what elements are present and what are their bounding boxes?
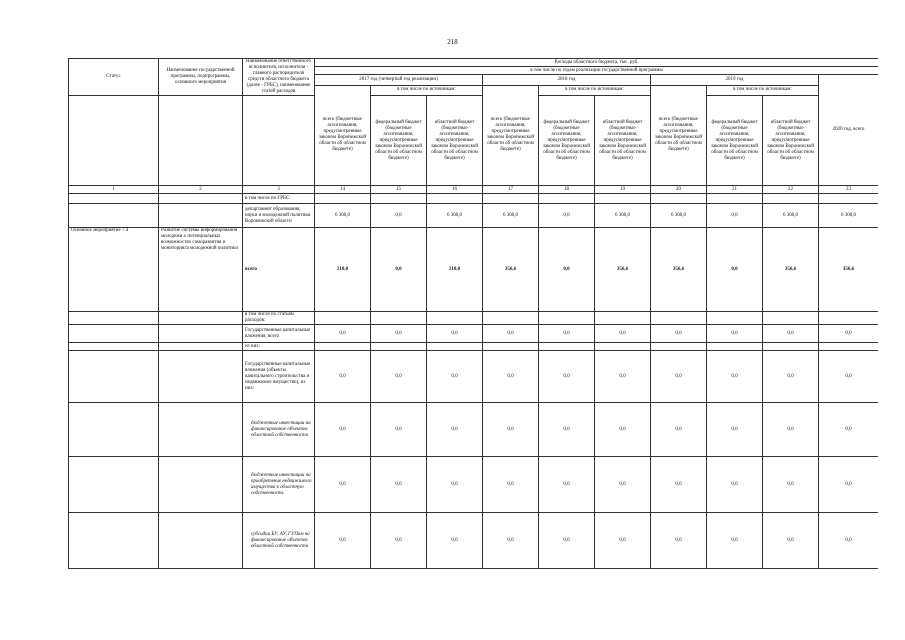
header-executor-cont (243, 96, 315, 186)
budget-table-frame (68, 58, 878, 588)
value-cell (819, 343, 879, 351)
program-name-cell (159, 457, 243, 513)
value-cell (651, 194, 707, 204)
value-cell: 0,0 (315, 513, 371, 569)
value-cell: 0,0 (371, 513, 427, 569)
header-total-2019: всего (бюджетные ассигнования, предусмотренные законом Воронежской области об областном бюджете) (651, 85, 707, 186)
value-cell: 0,0 (595, 403, 651, 457)
value-cell: 0,0 (651, 351, 707, 403)
column-number: 15 (371, 186, 427, 194)
expense-item-cell: в том числе по статьям расходов: (243, 312, 315, 325)
value-cell (427, 343, 483, 351)
status-cell (69, 513, 159, 569)
expense-item-cell: бюджетные инвестиции на приобретение недвижимого имущества в областную собственность (243, 457, 315, 513)
header-by-years: в том числе по годам реализации государственной программы (315, 67, 879, 75)
value-cell: 0,0 (763, 513, 819, 569)
value-cell: 356,6 (819, 228, 879, 312)
value-cell: 6 300,0 (819, 204, 879, 228)
value-cell: 0,0 (427, 403, 483, 457)
column-numbers-row (69, 186, 879, 194)
value-cell: 0,0 (763, 351, 819, 403)
value-cell: 6 300,0 (763, 204, 819, 228)
header-year-2019: 2019 год (651, 75, 819, 86)
value-cell: 0,0 (819, 351, 879, 403)
value-cell: 0,0 (707, 403, 763, 457)
value-cell: 0,0 (651, 403, 707, 457)
value-cell (315, 194, 371, 204)
value-cell: 0,0 (483, 457, 539, 513)
column-number: 19 (595, 186, 651, 194)
value-cell: 0,0 (595, 325, 651, 343)
status-cell (69, 403, 159, 457)
expense-item-cell: бюджетные инвестиции на финансирование объектов областной собственности (243, 403, 315, 457)
expense-item-cell: всего (243, 228, 315, 312)
value-cell: 0,0 (595, 513, 651, 569)
value-cell: 356,6 (483, 228, 539, 312)
header-executor: Наименование ответственного исполнителя, исполнителя - главного распорядителя средств областного бюджета (далее - ГРБС), наименование статей расходов (243, 59, 315, 96)
value-cell: 6 300,0 (483, 204, 539, 228)
value-cell (539, 312, 595, 325)
value-cell: 0,0 (651, 325, 707, 343)
expense-item-cell: департамент образования, науки и молодежной политики Воронежской области (243, 204, 315, 228)
value-cell: 356,6 (763, 228, 819, 312)
header-regional-2017: областной бюджет (бюджетные ассигнования, предусмотренные законом Воронежской области об областном бюджете) (427, 96, 483, 186)
value-cell: 0,0 (427, 351, 483, 403)
column-number: 3 (243, 186, 315, 194)
value-cell: 0,0 (371, 403, 427, 457)
column-number: 21 (707, 186, 763, 194)
value-cell: 0,0 (707, 351, 763, 403)
value-cell (707, 312, 763, 325)
table-row (69, 325, 879, 343)
program-name-cell (159, 403, 243, 457)
value-cell: 0,0 (819, 325, 879, 343)
value-cell: 0,0 (539, 457, 595, 513)
status-cell (69, 457, 159, 513)
status-cell (69, 325, 159, 343)
header-sources-2017: в том числе по источникам: (371, 85, 483, 96)
value-cell (427, 194, 483, 204)
value-cell: 0,0 (539, 351, 595, 403)
table-row (69, 204, 879, 228)
value-cell: 0,0 (707, 228, 763, 312)
expense-item-cell: из них: (243, 343, 315, 351)
value-cell: 0,0 (483, 325, 539, 343)
program-name-cell (159, 312, 243, 325)
value-cell (763, 343, 819, 351)
column-number: 22 (763, 186, 819, 194)
table-row (69, 351, 879, 403)
page-number: 218 (447, 38, 458, 46)
header-regional-2018: областной бюджет (бюджетные ассигнования, предусмотренные законом Воронежской области об областном бюджете) (595, 96, 651, 186)
header-year-2017: 2017 год (четвертый год реализации) (315, 75, 483, 86)
status-cell: Основное мероприятие 7.4 (69, 228, 159, 312)
value-cell (651, 343, 707, 351)
value-cell (483, 343, 539, 351)
value-cell: 0,0 (819, 513, 879, 569)
value-cell: 0,0 (539, 228, 595, 312)
budget-table (68, 58, 878, 569)
value-cell (763, 312, 819, 325)
value-cell (483, 194, 539, 204)
value-cell: 0,0 (371, 457, 427, 513)
header-program-name: Наименование государственной программы, подпрограммы, основного мероприятия (159, 59, 243, 96)
value-cell: 0,0 (651, 513, 707, 569)
value-cell (595, 343, 651, 351)
value-cell: 210,0 (427, 228, 483, 312)
value-cell: 0,0 (595, 351, 651, 403)
value-cell: 0,0 (707, 204, 763, 228)
value-cell: 0,0 (763, 457, 819, 513)
value-cell: 0,0 (707, 513, 763, 569)
value-cell (315, 312, 371, 325)
header-federal-2018: федеральный бюджет (бюджетные ассигнования, предусмотренные законом Воронежской области об областном бюджете) (539, 96, 595, 186)
value-cell: 0,0 (371, 351, 427, 403)
header-total-2017: всего (бюджетные ассигнования, предусмотренные законом Воронежской области об областном бюджете) (315, 85, 371, 186)
program-name-cell (159, 194, 243, 204)
table-row (69, 343, 879, 351)
header-year-2018: 2018 год (483, 75, 651, 86)
table-row (69, 194, 879, 204)
value-cell: 356,6 (595, 228, 651, 312)
value-cell (763, 194, 819, 204)
value-cell (651, 312, 707, 325)
expense-item-cell: в том числе по ГРБС: (243, 194, 315, 204)
header-federal-2017: федеральный бюджет (бюджетные ассигнования, предусмотренные законом Воронежской области об областном бюджете) (371, 96, 427, 186)
value-cell (707, 194, 763, 204)
column-number: 1 (69, 186, 159, 194)
value-cell: 0,0 (315, 457, 371, 513)
status-cell (69, 312, 159, 325)
value-cell (371, 343, 427, 351)
value-cell: 0,0 (539, 325, 595, 343)
value-cell: 0,0 (315, 403, 371, 457)
value-cell: 6 300,0 (315, 204, 371, 228)
column-number: 17 (483, 186, 539, 194)
value-cell: 0,0 (427, 513, 483, 569)
header-total-2018: всего (бюджетные ассигнования, предусмотренные законом Воронежской области об областном бюджете) (483, 85, 539, 186)
table-row (69, 312, 879, 325)
value-cell: 0,0 (539, 403, 595, 457)
value-cell (483, 312, 539, 325)
column-number: 23 (819, 186, 879, 194)
value-cell: 0,0 (819, 403, 879, 457)
value-cell (819, 194, 879, 204)
table-row (69, 513, 879, 569)
program-name-cell (159, 513, 243, 569)
table-row (69, 457, 879, 513)
program-name-cell (159, 343, 243, 351)
value-cell: 0,0 (707, 457, 763, 513)
value-cell: 356,6 (651, 228, 707, 312)
program-name-cell (159, 351, 243, 403)
header-status: Статус (69, 59, 159, 96)
value-cell (315, 343, 371, 351)
column-number: 16 (427, 186, 483, 194)
value-cell (595, 312, 651, 325)
value-cell: 0,0 (651, 457, 707, 513)
header-name-cont (159, 96, 243, 186)
program-name-cell (159, 204, 243, 228)
value-cell (819, 312, 879, 325)
value-cell: 210,0 (315, 228, 371, 312)
value-cell: 6 300,0 (595, 204, 651, 228)
value-cell (371, 194, 427, 204)
value-cell: 0,0 (483, 351, 539, 403)
header-sources-2019: в том числе по источникам: (707, 85, 819, 96)
program-name-cell (159, 325, 243, 343)
expense-item-cell: Государственные капитальные вложения (объекты капитального строительства и недвижимое имущество), из них: (243, 351, 315, 403)
value-cell (539, 194, 595, 204)
expense-item-cell: Государственные капитальные вложения, всего (243, 325, 315, 343)
value-cell: 0,0 (315, 325, 371, 343)
value-cell: 0,0 (483, 513, 539, 569)
value-cell: 0,0 (371, 325, 427, 343)
column-number: 2 (159, 186, 243, 194)
value-cell: 0,0 (595, 457, 651, 513)
table-row (69, 403, 879, 457)
status-cell (69, 343, 159, 351)
table-row (69, 228, 879, 312)
header-status-cont (69, 96, 159, 186)
program-name-cell: Развитие системы информирования молодежи о потенциальных возможностях саморазвития и мониторинга молодежной политики (159, 228, 243, 312)
value-cell: 0,0 (427, 457, 483, 513)
value-cell: 6 300,0 (651, 204, 707, 228)
value-cell (539, 343, 595, 351)
value-cell (595, 194, 651, 204)
status-cell (69, 194, 159, 204)
value-cell: 0,0 (483, 403, 539, 457)
value-cell: 0,0 (819, 457, 879, 513)
value-cell: 0,0 (539, 513, 595, 569)
value-cell (371, 312, 427, 325)
column-number: 18 (539, 186, 595, 194)
value-cell (427, 312, 483, 325)
header-sources-2018: в том числе по источникам: (539, 85, 651, 96)
header-expenses: Расходы областного бюджета, тыс. руб. (315, 59, 879, 67)
value-cell: 6 300,0 (427, 204, 483, 228)
header-federal-2019: федеральный бюджет (бюджетные ассигнования, предусмотренные законом Воронежской области об областном бюджете) (707, 96, 763, 186)
value-cell: 0,0 (427, 325, 483, 343)
value-cell: 0,0 (707, 325, 763, 343)
value-cell: 0,0 (763, 403, 819, 457)
value-cell: 0,0 (371, 204, 427, 228)
value-cell: 0,0 (371, 228, 427, 312)
value-cell: 0,0 (539, 204, 595, 228)
status-cell (69, 204, 159, 228)
header-year-2020: 2020 год, всего (819, 75, 879, 186)
header-regional-2019: областной бюджет (бюджетные ассигнования, предусмотренные законом Воронежской области об областном бюджете) (763, 96, 819, 186)
column-number: 14 (315, 186, 371, 194)
value-cell: 0,0 (763, 325, 819, 343)
value-cell (707, 343, 763, 351)
expense-item-cell: субсидии БУ, АУ, ГУПам на финансирование объектов областной собственности (243, 513, 315, 569)
column-number: 20 (651, 186, 707, 194)
status-cell (69, 351, 159, 403)
value-cell: 0,0 (315, 351, 371, 403)
table-body (69, 194, 879, 569)
